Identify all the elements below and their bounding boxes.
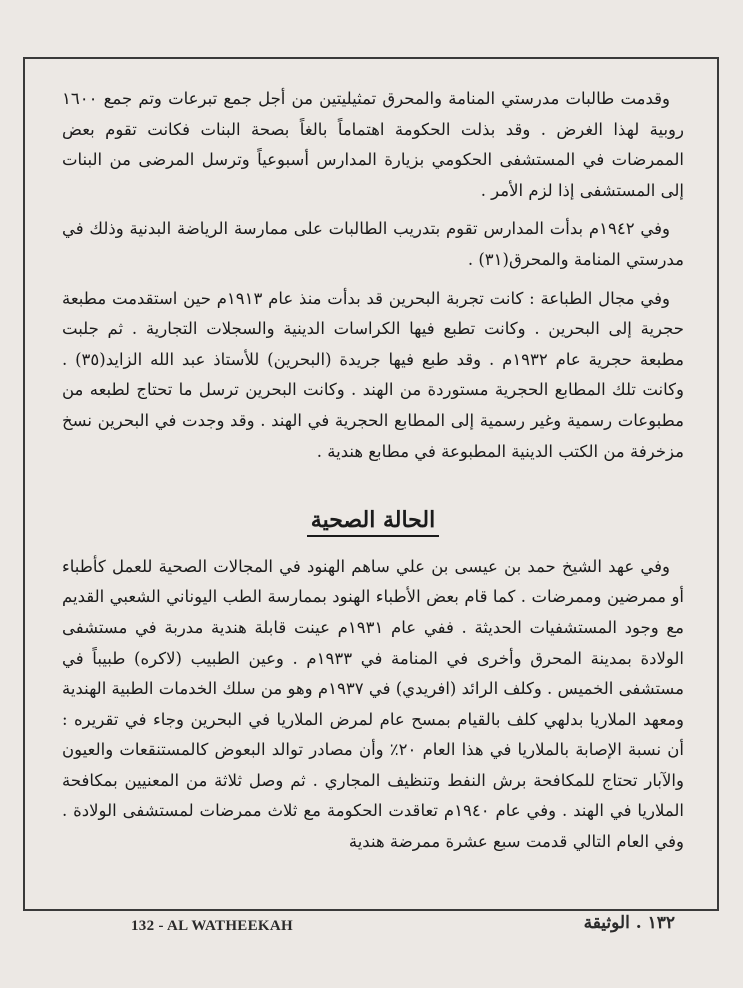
section-heading	[62, 505, 684, 536]
paragraph: وفي عهد الشيخ حمد بن عيسى بن علي ساهم الهنود في المجالات الصحية للعمل كأطباء أو ممرضين وممرضات . كما قام بعض الأطباء الهنود بممارسة الطب اليوناني الشعبي القديم مع وجود المستشفيات الحديثة . ففي عام ١٩٣١م عينت قابلة هندية مدربة في مستشفى الولادة بمدينة المحرق وأخرى في المنامة في ١٩٣٣م . وعين الطبيب (لاكره) طبيباً في مستشفى الخميس . وكلف الرائد (افريدي) في ١٩٣٧م وهو من سلك الخدمات الطبية الهندية ومعهد الملاريا بدلهي كلف بالقيام بمسح عام لمرض الملاريا في البحرين وجاء في تقريره : أن نسبة الإصابة بالملاريا في هذا العام ٢٠٪ وأن مصادر توالد البعوض كالمستنقعات والعيون والآبار تحتاج للمكافحة برش النفط وتنظيف المجاري . ثم وصل ثلاثة من المعنيين بمكافحة الملاريا في الهند . وفي عام ١٩٤٠م تعاقدت الحكومة مع ثلاث ممرضات لمستشفى الولادة . وفي العام التالي قدمت سبع عشرة ممرضة هندية	[62, 556, 685, 852]
paragraph: وفي ١٩٤٢م بدأت المدارس تقوم بتدريب الطالبات على ممارسة الرياضة البدنية وذلك في مدرستي المنامة والمحرق(٣١) .	[62, 219, 684, 269]
paragraph: وقدمت طالبات مدرستي المنامة والمحرق تمثيليتين من أجل جمع تبرعات وتم جمع ١٦٠٠ روبية لهذا الغرض . وقد بذلت الحكومة اهتماماً بالغاً بصحة البنات فكانت تقوم بعض الممرضات في المستشفى الحكومي بزيارة المدارس أسبوعياً وترسل المرضى من البنات إلى المستشفى إذا لزم الأمر .	[62, 89, 684, 200]
paragraph: وفي مجال الطباعة : كانت تجربة البحرين قد بدأت منذ عام ١٩١٣م حين استقدمت مطبعة حجرية إلى البحرين . وكانت تطبع فيها الكراسات الدينية والسجلات التجارية . ثم جلبت مطبعة حجرية عام ١٩٣٢م . وقد طبع فيها جريدة (البحرين) للأستاذ عبد الله الزايد(٣٥) . وكانت تلك المطابع الحجرية مستوردة من الهند . وكانت البحرين ترسل ما تحتاج لطبعه من مطبوعات رسمية وغير رسمية إلى المطابع الحجرية في الهند . وقد وجدت في البحرين نسخ مزخرفة من الكتب الدينية المطبوعة في مطابع هندية .	[62, 288, 684, 461]
footer-page-label-arabic: ١٣٢ . الوثيقة	[583, 913, 675, 933]
article-body	[62, 84, 684, 904]
section-heading-text: الحالة الصحية	[307, 507, 439, 537]
footer-page-label-latin: 132 - AL WATHEEKAH	[131, 918, 293, 934]
